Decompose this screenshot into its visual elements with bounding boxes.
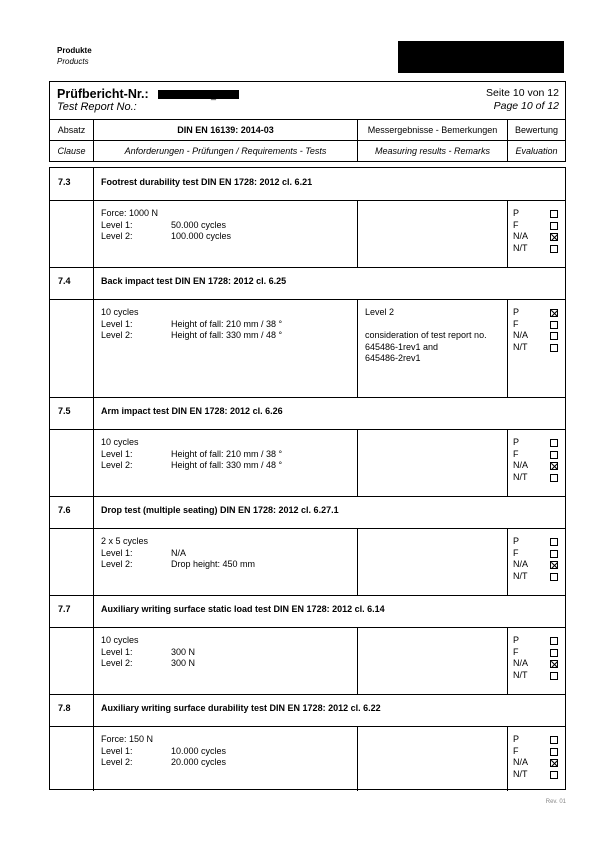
section-divider (50, 694, 565, 695)
checkbox-icon (550, 332, 558, 340)
requirement-text: Level 2: (101, 231, 133, 241)
column-divider-clause (93, 694, 94, 726)
col-header-standard: DIN EN 16139: 2014-03 (94, 120, 358, 140)
section-title: Back impact test DIN EN 1728: 2012 cl. 6.25 (101, 276, 287, 286)
evaluation-label: F (513, 646, 519, 657)
requirement-value: N/A (171, 547, 187, 558)
checked-checkbox-icon (550, 462, 558, 470)
evaluation-label: P (513, 307, 520, 317)
checkbox-icon (550, 637, 558, 645)
section-title-divider (50, 299, 565, 300)
column-divider-evaluation (507, 299, 508, 397)
requirement-value: 300 N (171, 646, 196, 657)
checkbox-icon (550, 748, 558, 756)
column-divider-results (357, 200, 358, 267)
requirement-value: Height of fall: 330 mm / 48 ° (171, 330, 283, 340)
column-divider-evaluation (507, 528, 508, 595)
report-title-bar (50, 82, 565, 120)
checkbox-icon (550, 573, 558, 581)
requirement-text: Level 1: (101, 646, 133, 657)
evaluation-label: F (513, 448, 519, 459)
requirement-value: 10.000 cycles (171, 745, 227, 756)
column-divider-clause (93, 726, 94, 791)
column-divider-clause (93, 595, 94, 627)
requirement-text: Level 2: (101, 757, 133, 767)
col-header-results-en: Measuring results - Remarks (358, 141, 508, 161)
report-header (49, 81, 566, 162)
section-title: Footrest durability test DIN EN 1728: 2012 cl. 6.21 (101, 177, 313, 187)
requirement-text: Level 1: (101, 745, 133, 756)
redacted-logo (398, 41, 564, 73)
section-number: 7.7 (58, 604, 71, 614)
section-divider (50, 595, 565, 596)
evaluation-label: F (513, 547, 519, 558)
evaluation-label: P (513, 635, 520, 645)
col-header-clause-de: Absatz (50, 120, 94, 140)
page-number-en: Page 10 of 12 (493, 100, 559, 112)
remark-text: consideration of test report no. (365, 330, 487, 340)
evaluation-label: F (513, 219, 519, 230)
section-divider (50, 267, 565, 268)
report-title-de: Prüfbericht-Nr.: (57, 87, 149, 101)
requirement-text: Force: 1000 N (101, 208, 159, 218)
requirement-text: 10 cycles (101, 635, 139, 645)
revision-label: Rev. 01 (545, 799, 566, 805)
evaluation-label: P (513, 536, 520, 546)
requirement-text: Level 2: (101, 330, 133, 340)
column-divider-clause (93, 200, 94, 267)
column-divider-results (357, 627, 358, 694)
evaluation-label: N/T (513, 768, 528, 779)
checkbox-icon (550, 538, 558, 546)
evaluation-label: N/T (513, 570, 528, 581)
section-number: 7.4 (58, 276, 71, 286)
requirement-text: Level 2: (101, 658, 133, 668)
checked-checkbox-icon (550, 561, 558, 569)
section-title-divider (50, 429, 565, 430)
column-divider-results (357, 299, 358, 397)
section-title: Drop test (multiple seating) DIN EN 1728: 2012 cl. 6.27.1 (101, 505, 339, 515)
section-title-divider (50, 726, 565, 727)
products-label-de: Produkte (57, 46, 92, 55)
requirement-value: Drop height: 450 mm (171, 559, 256, 569)
requirement-text: 2 x 5 cycles (101, 536, 149, 546)
section-number: 7.3 (58, 177, 71, 187)
checked-checkbox-icon (550, 233, 558, 241)
section-number: 7.5 (58, 406, 71, 416)
evaluation-label: N/A (513, 757, 529, 767)
column-divider-evaluation (507, 726, 508, 791)
col-header-requirements-en: Anforderungen - Prüfungen / Requirements - Tests (94, 141, 358, 161)
col-header-results-de: Messergebnisse - Bemerkungen (358, 120, 508, 140)
checked-checkbox-icon (550, 759, 558, 767)
evaluation-label: F (513, 318, 519, 329)
section-title-divider (50, 200, 565, 201)
column-divider-clause (93, 299, 94, 397)
evaluation-label: N/T (513, 242, 528, 253)
checkbox-icon (550, 344, 558, 352)
column-headers-en (50, 141, 565, 161)
requirement-value: Height of fall: 330 mm / 48 ° (171, 460, 283, 470)
column-divider-results (357, 726, 358, 791)
redacted-report-number (158, 90, 239, 99)
requirement-value: Height of fall: 210 mm / 38 ° (171, 448, 283, 459)
requirement-text: Level 1: (101, 318, 133, 329)
checkbox-icon (550, 550, 558, 558)
evaluation-label: F (513, 745, 519, 756)
column-divider-evaluation (507, 200, 508, 267)
section-title-divider (50, 528, 565, 529)
checked-checkbox-icon (550, 309, 558, 317)
col-header-evaluation-en: Evaluation (515, 146, 558, 156)
page-number-de: Seite 10 von 12 (486, 87, 559, 99)
evaluation-label: P (513, 208, 520, 218)
column-divider-evaluation (507, 627, 508, 694)
checked-checkbox-icon (550, 660, 558, 668)
section-title: Auxiliary writing surface durability test DIN EN 1728: 2012 cl. 6.22 (101, 703, 381, 713)
requirement-value: Height of fall: 210 mm / 38 ° (171, 318, 283, 329)
column-headers-de (50, 120, 565, 141)
column-divider-clause (93, 397, 94, 429)
column-divider-clause (93, 267, 94, 299)
requirement-text: Level 1: (101, 547, 133, 558)
section-number: 7.6 (58, 505, 71, 515)
evaluation-label: N/A (513, 330, 529, 340)
requirement-value: 100.000 cycles (171, 231, 232, 241)
column-divider-clause (93, 627, 94, 694)
requirement-text: Level 1: (101, 448, 133, 459)
evaluation-label: N/T (513, 669, 528, 680)
requirement-text: 10 cycles (101, 307, 139, 317)
col-header-clause-en: Clause (50, 141, 94, 161)
evaluation-label: N/T (513, 341, 528, 352)
checkbox-icon (550, 210, 558, 218)
checkbox-icon (550, 451, 558, 459)
remark-text: Level 2 (365, 307, 395, 317)
requirement-text: Force: 150 N (101, 734, 154, 744)
evaluation-label: N/A (513, 460, 529, 470)
test-results-table (49, 167, 566, 790)
products-label-en: Products (57, 57, 89, 66)
section-number: 7.8 (58, 703, 71, 713)
report-title-en: Test Report No.: (57, 101, 137, 113)
section-title: Arm impact test DIN EN 1728: 2012 cl. 6.26 (101, 406, 283, 416)
checkbox-icon (550, 736, 558, 744)
section-divider (50, 397, 565, 398)
checkbox-icon (550, 439, 558, 447)
section-title: Auxiliary writing surface static load test DIN EN 1728: 2012 cl. 6.14 (101, 604, 385, 614)
requirement-text: Level 2: (101, 460, 133, 470)
section-divider (50, 496, 565, 497)
evaluation-label: N/A (513, 231, 529, 241)
col-header-evaluation-de: Bewertung (514, 125, 559, 135)
remark-text: 645486-1rev1 and (365, 341, 439, 352)
remark-text: 645486-2rev1 (365, 353, 421, 363)
checkbox-icon (550, 474, 558, 482)
requirement-text: Level 1: (101, 219, 133, 230)
column-divider-results (357, 528, 358, 595)
checkbox-icon (550, 649, 558, 657)
requirement-text: 10 cycles (101, 437, 139, 447)
checkbox-icon (550, 771, 558, 779)
column-divider-results (357, 429, 358, 496)
checkbox-icon (550, 672, 558, 680)
checkbox-icon (550, 222, 558, 230)
section-title-divider (50, 627, 565, 628)
column-divider-clause (93, 429, 94, 496)
column-divider-clause (93, 496, 94, 528)
checkbox-icon (550, 321, 558, 329)
requirement-value: 20.000 cycles (171, 757, 227, 767)
checkbox-icon (550, 245, 558, 253)
evaluation-label: N/A (513, 658, 529, 668)
column-divider-clause (93, 528, 94, 595)
report-number-suffix: _ (211, 90, 217, 100)
evaluation-label: N/A (513, 559, 529, 569)
evaluation-label: P (513, 437, 520, 447)
column-divider-clause (93, 168, 94, 200)
requirement-value: 300 N (171, 658, 196, 668)
requirement-text: Level 2: (101, 559, 133, 569)
column-divider-evaluation (507, 429, 508, 496)
requirement-value: 50.000 cycles (171, 219, 227, 230)
evaluation-label: N/T (513, 471, 528, 482)
evaluation-label: P (513, 734, 520, 744)
